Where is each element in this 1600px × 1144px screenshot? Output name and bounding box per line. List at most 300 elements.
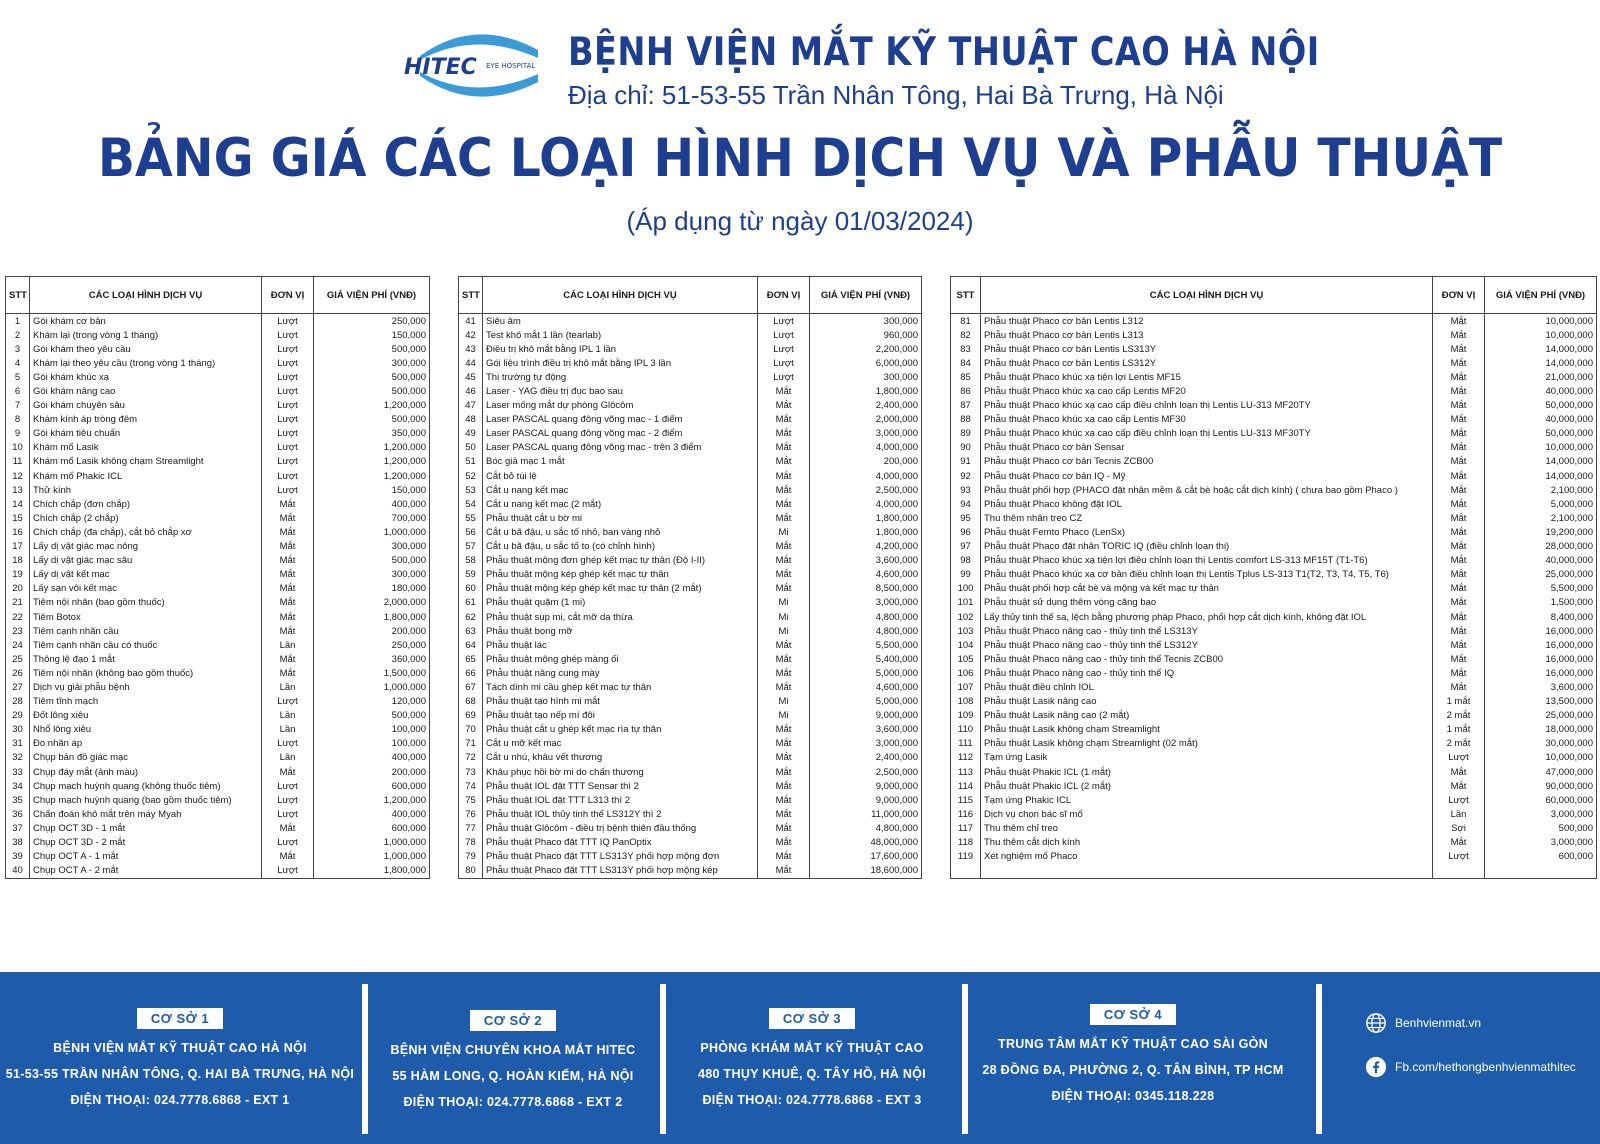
row-unit: Mắt: [1433, 680, 1485, 694]
table-row: [951, 342, 1597, 356]
row-service: Tiêm cạnh nhãn cầu có thuốc: [30, 638, 262, 652]
page-title: BẢNG GIÁ CÁC LOẠI HÌNH DỊCH VỤ VÀ PHẪU THUẬT: [97, 128, 1503, 189]
row-service: Phẫu thuật Phaco khúc xạ cơ bản điều chỉnh loạn thị Lentis Tplus LS-313 T1(T2, T3, T4, T5, T6): [981, 568, 1433, 582]
row-stt: 26: [6, 666, 30, 680]
row-unit: Lần: [262, 680, 314, 694]
row-service: Cắt bỏ túi lệ: [483, 469, 758, 483]
row-stt: 41: [459, 314, 483, 329]
row-service: Laser - YAG điều trị đục bao sau: [483, 384, 758, 398]
row-unit: Mắt: [262, 511, 314, 525]
row-service: Phẫu thuật Lasik nâng cao: [981, 695, 1433, 709]
row-stt: 63: [459, 624, 483, 638]
table-row: [6, 695, 430, 709]
row-unit: Mắt: [1433, 624, 1485, 638]
row-stt: 3: [6, 342, 30, 356]
row-service: Chụp bản đồ giác mạc: [30, 751, 262, 765]
row-price: [1485, 864, 1597, 879]
row-price: 28,000,000: [1485, 540, 1597, 554]
table-row: [951, 835, 1597, 849]
row-service: Dịch vụ chọn bác sĩ mổ: [981, 807, 1433, 821]
row-price: 11,000,000: [810, 807, 922, 821]
row-price: 3,000,000: [810, 596, 922, 610]
row-service: Phẫu thuật Phaco khúc xạ cao cấp điều chỉnh loạn thị Lentis LU-313 MF30TY: [981, 427, 1433, 441]
row-unit: Mắt: [758, 540, 810, 554]
row-service: Phẫu thuật IOL đặt TTT Sensar thì 2: [483, 779, 758, 793]
row-stt: 55: [459, 511, 483, 525]
branch-address: 51-53-55 TRẦN NHÂN TÔNG, Q. HAI BÀ TRƯNG, HÀ NỘI: [5, 1067, 355, 1081]
row-stt: 83: [951, 342, 981, 356]
branch-badge: CƠ SỞ 2: [470, 1010, 556, 1031]
row-unit: Mắt: [758, 807, 810, 821]
row-stt: 7: [6, 399, 30, 413]
row-stt: 44: [459, 356, 483, 370]
row-stt: 36: [6, 807, 30, 821]
row-stt: 78: [459, 835, 483, 849]
row-service: Đốt lông xiêu: [30, 709, 262, 723]
row-price: 90,000,000: [1485, 779, 1597, 793]
row-price: 600,000: [1485, 850, 1597, 864]
table-row: [951, 751, 1597, 765]
table-row: [459, 441, 922, 455]
row-price: 18,600,000: [810, 864, 922, 879]
table-row: [951, 850, 1597, 864]
row-price: 50,000,000: [1485, 427, 1597, 441]
row-unit: Lượt: [262, 399, 314, 413]
row-price: 14,000,000: [1485, 356, 1597, 370]
row-service: Phẫu thuật sụp mi, cắt mỡ da thừa: [483, 610, 758, 624]
row-unit: Mắt: [758, 455, 810, 469]
table-row: [6, 624, 430, 638]
table-row: [6, 652, 430, 666]
row-unit: Mắt: [1433, 568, 1485, 582]
row-stt: 118: [951, 835, 981, 849]
table-row: [459, 638, 922, 652]
row-stt: 33: [6, 765, 30, 779]
row-service: Thông lệ đạo 1 mắt: [30, 652, 262, 666]
row-unit: Mắt: [262, 497, 314, 511]
row-stt: 77: [459, 821, 483, 835]
row-stt: 73: [459, 765, 483, 779]
page-header: [0, 0, 1600, 270]
table-row: [951, 695, 1597, 709]
row-stt: 59: [459, 568, 483, 582]
row-unit: Lượt: [758, 314, 810, 329]
table-row: [459, 793, 922, 807]
row-price: 2,200,000: [810, 342, 922, 356]
row-service: Dịch vụ giải phẫu bệnh: [30, 680, 262, 694]
row-price: 40,000,000: [1485, 413, 1597, 427]
row-price: 3,600,000: [810, 554, 922, 568]
branch-name: PHÒNG KHÁM MẮT KỸ THUẬT CAO: [700, 1041, 924, 1055]
table-row: [6, 356, 430, 370]
row-service: Chụp OCT 3D - 2 mắt: [30, 835, 262, 849]
hospital-address: Địa chỉ: 51-53-55 Trần Nhân Tông, Hai Bà Trưng, Hà Nội: [568, 80, 1224, 110]
row-stt: 19: [6, 568, 30, 582]
row-unit: Lần: [262, 751, 314, 765]
row-service: Gói khám khúc xạ: [30, 370, 262, 384]
header-service: CÁC LOẠI HÌNH DỊCH VỤ: [483, 277, 758, 314]
row-service: Xét nghiệm mổ Phaco: [981, 850, 1433, 864]
row-price: 700,000: [314, 511, 430, 525]
branch-phone: ĐIỆN THOẠI: 024.7778.6868 - EXT 1: [70, 1093, 290, 1107]
row-price: 10,000,000: [1485, 751, 1597, 765]
row-stt: 13: [6, 483, 30, 497]
row-price: 1,800,000: [810, 384, 922, 398]
table-row: [459, 525, 922, 539]
row-price: 3,600,000: [810, 723, 922, 737]
row-service: Phẫu thuật Phaco đặt nhân TORIC IQ (điều chỉnh loạn thị): [981, 540, 1433, 554]
row-stt: 35: [6, 793, 30, 807]
table-row: [6, 384, 430, 398]
logo-text: HITEC: [404, 55, 477, 80]
row-stt: 66: [459, 666, 483, 680]
table-row: [6, 610, 430, 624]
row-price: 360,000: [314, 652, 430, 666]
row-service: Phẫu thuật mộng đơn ghép kết mạc tự thân (Độ I-II): [483, 554, 758, 568]
row-unit: Lượt: [262, 737, 314, 751]
row-stt: 58: [459, 554, 483, 568]
row-stt: 22: [6, 610, 30, 624]
table-row: [6, 680, 430, 694]
table-row: [459, 850, 922, 864]
row-price: 14,000,000: [1485, 342, 1597, 356]
row-unit: Mắt: [758, 751, 810, 765]
row-price: 3,000,000: [1485, 807, 1597, 821]
row-price: 5,500,000: [1485, 582, 1597, 596]
row-unit: Lượt: [262, 413, 314, 427]
row-service: Điều trị khô mắt bằng IPL 1 lần: [483, 342, 758, 356]
row-service: Laser PASCAL quang đông võng mạc - 2 điểm: [483, 427, 758, 441]
row-unit: Mắt: [1433, 441, 1485, 455]
row-stt: 40: [6, 864, 30, 879]
row-price: 50,000,000: [1485, 399, 1597, 413]
row-service: Phẫu thuật Lasik không chạm Streamlight: [981, 723, 1433, 737]
row-unit: Mắt: [758, 384, 810, 398]
row-unit: Mắt: [758, 666, 810, 680]
table-row: [6, 497, 430, 511]
row-unit: Mắt: [1433, 427, 1485, 441]
row-price: 100,000: [314, 723, 430, 737]
row-service: Cắt u mỡ kết mạc: [483, 737, 758, 751]
row-stt: 2: [6, 328, 30, 342]
row-service: Phẫu thuật Phaco nâng cao - thủy tinh thể LS313Y: [981, 624, 1433, 638]
row-price: 250,000: [314, 638, 430, 652]
row-stt: 119: [951, 850, 981, 864]
row-unit: Lượt: [262, 779, 314, 793]
table-row: [6, 737, 430, 751]
row-stt: 20: [6, 582, 30, 596]
row-stt: 4: [6, 356, 30, 370]
row-stt: 112: [951, 751, 981, 765]
row-unit: Mắt: [1433, 342, 1485, 356]
table-row: [6, 413, 430, 427]
row-service: Tạm ứng Lasik: [981, 751, 1433, 765]
row-price: 16,000,000: [1485, 624, 1597, 638]
row-service: Gói khám tiêu chuẩn: [30, 427, 262, 441]
table-row: [951, 624, 1597, 638]
table-row: [459, 723, 922, 737]
row-price: 1,800,000: [810, 525, 922, 539]
row-stt: 81: [951, 314, 981, 329]
row-unit: Mắt: [758, 680, 810, 694]
row-price: 150,000: [314, 483, 430, 497]
row-unit: 2 mắt: [1433, 737, 1485, 751]
table-row: [459, 342, 922, 356]
row-service: Bóc giả mạc 1 mắt: [483, 455, 758, 469]
row-stt: 43: [459, 342, 483, 356]
row-price: 4,000,000: [810, 497, 922, 511]
branch-phone: ĐIỆN THOẠI: 024.7778.6868 - EXT 3: [702, 1093, 922, 1107]
row-price: 4,800,000: [810, 624, 922, 638]
table-row: [951, 328, 1597, 342]
row-stt: 90: [951, 441, 981, 455]
row-price: 14,000,000: [1485, 469, 1597, 483]
row-service: Gói khám chuyên sâu: [30, 399, 262, 413]
table-row: [6, 525, 430, 539]
row-unit: Mắt: [1433, 469, 1485, 483]
branch-badge: CƠ SỞ 4: [1090, 1004, 1176, 1025]
row-unit: Lượt: [262, 469, 314, 483]
row-stt: 51: [459, 455, 483, 469]
row-stt: 106: [951, 666, 981, 680]
row-price: 600,000: [314, 779, 430, 793]
row-stt: 45: [459, 370, 483, 384]
row-stt: 114: [951, 779, 981, 793]
row-price: 2,000,000: [810, 413, 922, 427]
table-row: [459, 737, 922, 751]
row-price: 1,500,000: [1485, 596, 1597, 610]
table-row: [951, 793, 1597, 807]
row-stt: 11: [6, 455, 30, 469]
facebook-link[interactable]: [1365, 1056, 1576, 1078]
row-service: Cắt u nang kết mạc (2 mắt): [483, 497, 758, 511]
table-row: [459, 751, 922, 765]
row-price: 4,600,000: [810, 568, 922, 582]
row-unit: Mắt: [262, 582, 314, 596]
table-row: [951, 864, 1597, 879]
row-price: 2,100,000: [1485, 483, 1597, 497]
row-price: 3,000,000: [1485, 835, 1597, 849]
row-stt: 27: [6, 680, 30, 694]
header-service: CÁC LOẠI HÌNH DỊCH VỤ: [981, 277, 1433, 314]
row-service: Đo nhãn áp: [30, 737, 262, 751]
row-unit: 1 mắt: [1433, 723, 1485, 737]
row-service: Phẫu thuật Phaco khúc xạ tiện lợi điều chỉnh loạn thị Lentis comfort LS-313 MF15T (T1-T6): [981, 554, 1433, 568]
row-service: Phẫu thuật Phaco cơ bản Lentis LS312Y: [981, 356, 1433, 370]
row-service: Chụp OCT 3D - 1 mắt: [30, 821, 262, 835]
row-price: 3,600,000: [1485, 680, 1597, 694]
row-unit: Mắt: [758, 821, 810, 835]
table-row: [459, 554, 922, 568]
table-row: [951, 666, 1597, 680]
row-stt: 87: [951, 399, 981, 413]
row-unit: Mắt: [262, 610, 314, 624]
table-row: [951, 497, 1597, 511]
row-service: Phẫu thuật Phaco nâng cao - thủy tinh thể LS312Y: [981, 638, 1433, 652]
row-price: 18,000,000: [1485, 723, 1597, 737]
row-service: Tiêm tĩnh mạch: [30, 695, 262, 709]
row-stt: 9: [6, 427, 30, 441]
table-row: [6, 835, 430, 849]
row-service: Phẫu thuật Phaco cơ bản IQ - Mỹ: [981, 469, 1433, 483]
branch-address: 28 ĐỒNG ĐA, PHƯỜNG 2, Q. TÂN BÌNH, TP HCM: [982, 1063, 1284, 1077]
row-stt: 86: [951, 384, 981, 398]
row-service: Phẫu thuật tạo nếp mí đôi: [483, 709, 758, 723]
row-service: Tiêm nội nhãn (bao gồm thuốc): [30, 596, 262, 610]
row-stt: 99: [951, 568, 981, 582]
table-row: [6, 807, 430, 821]
row-unit: Lượt: [758, 356, 810, 370]
row-unit: Mắt: [758, 652, 810, 666]
table-row: [951, 652, 1597, 666]
row-unit: Mắt: [758, 737, 810, 751]
row-stt: 17: [6, 540, 30, 554]
row-price: 200,000: [810, 455, 922, 469]
row-stt: 108: [951, 695, 981, 709]
row-stt: 48: [459, 413, 483, 427]
website-link[interactable]: [1365, 1012, 1481, 1034]
row-unit: Mắt: [758, 582, 810, 596]
table-row: [459, 765, 922, 779]
row-service: Phẫu thuật Phaco cơ bản Lentis LS313Y: [981, 342, 1433, 356]
row-service: Thu thêm nhân treo CZ: [981, 511, 1433, 525]
row-price: 1,000,000: [314, 850, 430, 864]
row-price: 5,400,000: [810, 652, 922, 666]
row-stt: 14: [6, 497, 30, 511]
row-price: 500,000: [314, 342, 430, 356]
row-price: 1,800,000: [314, 610, 430, 624]
row-stt: 82: [951, 328, 981, 342]
row-stt: 101: [951, 596, 981, 610]
row-price: 5,500,000: [810, 638, 922, 652]
row-stt: 38: [6, 835, 30, 849]
row-stt: 117: [951, 821, 981, 835]
row-unit: Mắt: [262, 765, 314, 779]
row-unit: Mắt: [262, 850, 314, 864]
row-service: Phẫu thuật Phaco cơ bản Lentis L313: [981, 328, 1433, 342]
row-unit: Mắt: [1433, 399, 1485, 413]
row-stt: 53: [459, 483, 483, 497]
row-service: Tiêm cạnh nhãn cầu: [30, 624, 262, 638]
row-price: 1,200,000: [314, 455, 430, 469]
row-stt: 15: [6, 511, 30, 525]
row-service: Phẫu thuật Phaco cơ bản Sensar: [981, 441, 1433, 455]
row-unit: Lượt: [262, 441, 314, 455]
row-stt: 18: [6, 554, 30, 568]
header-stt: STT: [6, 277, 30, 314]
row-service: Chích chắp (2 chắp): [30, 511, 262, 525]
row-price: 9,000,000: [810, 779, 922, 793]
row-service: Phẫu thuật IOL đặt TTT L313 thì 2: [483, 793, 758, 807]
row-stt: 8: [6, 413, 30, 427]
row-unit: Mắt: [1433, 779, 1485, 793]
row-unit: Mắt: [1433, 652, 1485, 666]
row-stt: 80: [459, 864, 483, 879]
row-service: Lấy sạn vôi kết mạc: [30, 582, 262, 596]
row-service: Phẫu thuật điều chỉnh IOL: [981, 680, 1433, 694]
table-row: [6, 638, 430, 652]
table-row: [951, 779, 1597, 793]
branch-badge: CƠ SỞ 3: [769, 1008, 855, 1029]
row-price: 48,000,000: [810, 835, 922, 849]
row-service: Phẫu thuật lác: [483, 638, 758, 652]
row-service: Chích chắp (đơn chắp): [30, 497, 262, 511]
row-service: Thị trường tự động: [483, 370, 758, 384]
branch-name: BỆNH VIỆN MẮT KỸ THUẬT CAO HÀ NỘI: [53, 1041, 307, 1055]
table-row: [459, 610, 922, 624]
row-unit: Mắt: [758, 835, 810, 849]
table-row: [951, 384, 1597, 398]
row-service: Phẫu thuật IOL thủy tinh thể LS312Y thì 2: [483, 807, 758, 821]
row-price: 8,400,000: [1485, 610, 1597, 624]
row-price: 300,000: [314, 540, 430, 554]
row-price: 2,400,000: [810, 399, 922, 413]
row-unit: Mi: [758, 695, 810, 709]
row-price: 4,800,000: [810, 821, 922, 835]
row-service: Tiêm nội nhãn (không bao gồm thuốc): [30, 666, 262, 680]
row-price: 21,000,000: [1485, 370, 1597, 384]
row-service: Khám lại (trong vòng 1 tháng): [30, 328, 262, 342]
table-row: [459, 666, 922, 680]
row-stt: 57: [459, 540, 483, 554]
row-service: Gói khám theo yêu cầu: [30, 342, 262, 356]
facebook-text: Fb.com/hethongbenhvienmathitec: [1395, 1060, 1576, 1074]
row-stt: 92: [951, 469, 981, 483]
row-unit: Mắt: [758, 638, 810, 652]
row-unit: Lượt: [262, 455, 314, 469]
header-price: GIÁ VIỆN PHÍ (VNĐ): [1485, 277, 1597, 314]
row-service: Phẫu thuật cắt u ghép kết mạc rìa tự thân: [483, 723, 758, 737]
row-stt: 85: [951, 370, 981, 384]
row-price: 1,000,000: [314, 835, 430, 849]
row-service: Cắt u bã đậu, u sắc tố to (có chỉnh hình): [483, 540, 758, 554]
table-row: [6, 554, 430, 568]
table-row: [951, 765, 1597, 779]
row-unit: [1433, 864, 1485, 879]
table-row: [459, 413, 922, 427]
row-price: 10,000,000: [1485, 314, 1597, 329]
row-stt: 64: [459, 638, 483, 652]
row-service: Phẫu thuật Phaco không đặt IOL: [981, 497, 1433, 511]
row-stt: 104: [951, 638, 981, 652]
row-stt: 49: [459, 427, 483, 441]
row-price: 40,000,000: [1485, 554, 1597, 568]
table-row: [459, 370, 922, 384]
row-service: Phẫu thuật Femto Phaco (LenSx): [981, 525, 1433, 539]
row-unit: Mắt: [1433, 610, 1485, 624]
table-row: [6, 568, 430, 582]
row-stt: 75: [459, 793, 483, 807]
row-unit: Lượt: [262, 807, 314, 821]
row-unit: Mắt: [262, 596, 314, 610]
row-price: 400,000: [314, 751, 430, 765]
table-row: [951, 441, 1597, 455]
row-stt: 79: [459, 850, 483, 864]
row-service: Lấy dị vật giác mạc nông: [30, 540, 262, 554]
row-price: 13,500,000: [1485, 695, 1597, 709]
table-row: [6, 723, 430, 737]
row-unit: Lần: [262, 709, 314, 723]
row-price: 14,000,000: [1485, 455, 1597, 469]
table-row: [459, 328, 922, 342]
table-row: [459, 540, 922, 554]
row-price: 16,000,000: [1485, 638, 1597, 652]
row-price: 60,000,000: [1485, 793, 1597, 807]
row-service: Phẫu thuật phối hợp (PHACO đặt nhân mềm & cắt bè hoặc cắt dịch kính) ( chưa bao gồm Phaco ): [981, 483, 1433, 497]
row-service: Nhổ lông xiêu: [30, 723, 262, 737]
branch-phone: ĐIỆN THOẠI: 0345.118.228: [1051, 1089, 1215, 1103]
row-unit: Mắt: [262, 540, 314, 554]
